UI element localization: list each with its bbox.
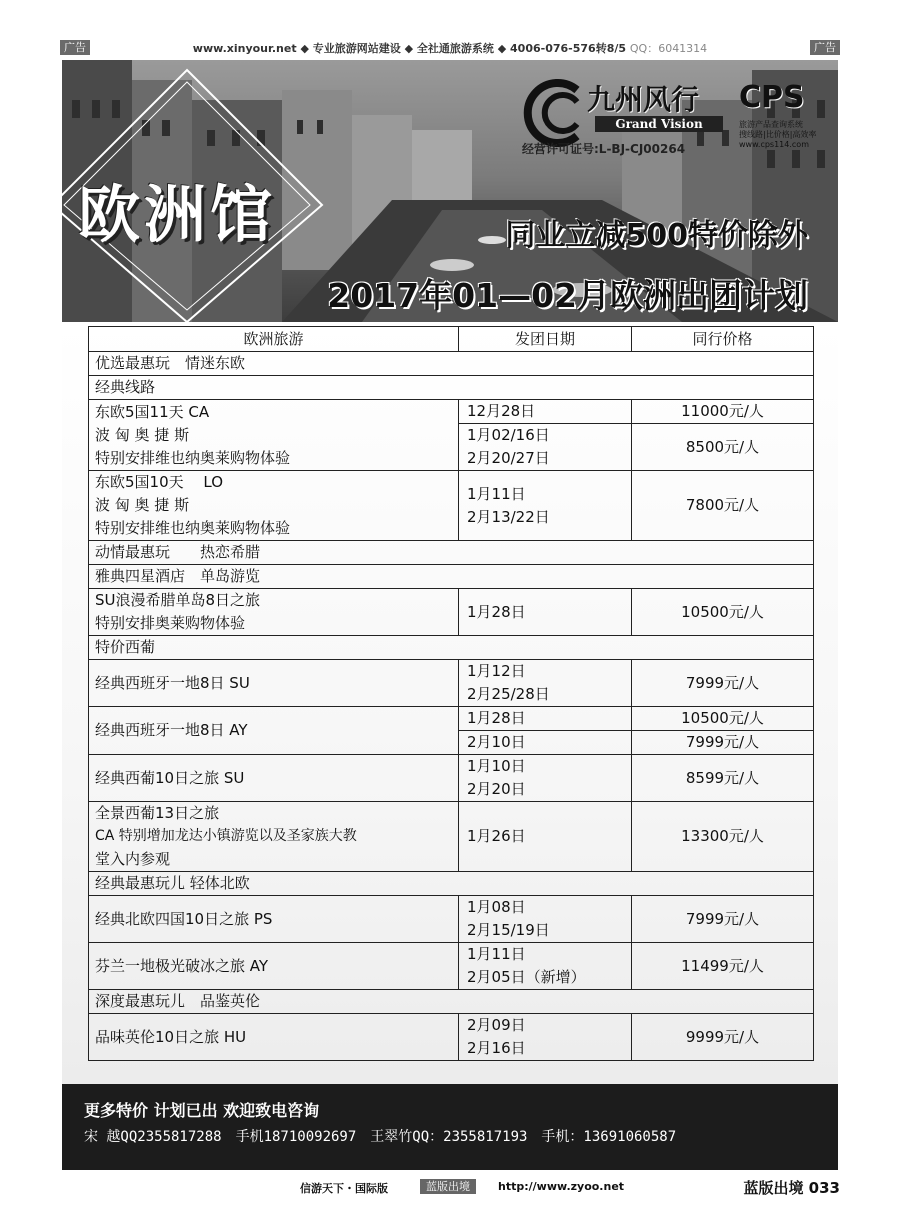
contact-bar <box>62 1084 838 1170</box>
date-cell: 1月28日 <box>459 589 632 636</box>
brand-swirl-icon <box>517 78 587 148</box>
section-row: 深度最惠玩儿 品鉴英伦 <box>89 990 814 1014</box>
route-line: 特别安排维也纳奥莱购物体验 <box>95 448 291 467</box>
date-line: 2月20/27日 <box>467 449 550 467</box>
price-cell: 8500元/人 <box>632 424 814 471</box>
date-line: 2月15/19日 <box>467 921 550 939</box>
section-row: 动情最惠玩 热恋希腊 <box>89 541 814 565</box>
page-footer <box>60 1176 840 1200</box>
route-line: 堂入内参观 <box>95 850 171 868</box>
brand-english: Grand Vision <box>595 116 723 132</box>
promo-text: 同业立减500特价除外 <box>505 218 808 253</box>
date-cell: 1月28日 <box>459 707 632 731</box>
price-cell: 7800元/人 <box>632 471 814 541</box>
route-cell <box>89 471 459 541</box>
price-cell: 7999元/人 <box>632 660 814 707</box>
brand-name: 九州风行 <box>587 83 700 116</box>
price-cell: 13300元/人 <box>632 802 814 872</box>
cps-desc: 旅游产品查询系统 <box>739 120 803 129</box>
date-line: 2月20日 <box>467 780 526 798</box>
cps-url[interactable]: www.cps114.com <box>739 140 809 149</box>
banner <box>62 60 838 322</box>
bullet-icon: ◆ <box>404 42 417 55</box>
banner-title: 欧洲馆 <box>78 178 277 251</box>
section-row: 经典最惠玩儿 轻体北欧 <box>89 872 814 896</box>
itinerary-table <box>88 326 814 1061</box>
section-row: 经典线路 <box>89 376 814 400</box>
license-number: 经营许可证号:L-BJ-CJ00264 <box>522 142 686 156</box>
route-cell: 经典西班牙一地8日 AY <box>89 707 459 755</box>
cps-sub: 搜线路|比价格|高效率 <box>739 130 817 139</box>
route-cell: 经典北欧四国10日之旅 PS <box>89 896 459 943</box>
contact-headline: 更多特价 计划已出 欢迎致电咨询 <box>84 1101 320 1120</box>
header-price: 同行价格 <box>632 327 814 352</box>
table-row <box>89 1014 814 1061</box>
route-line: 全景西葡13日之旅 <box>95 804 220 822</box>
plan-title: 2017年01—02月欧洲出团计划 <box>327 276 808 315</box>
table-row <box>89 660 814 707</box>
page-number: 蓝版出境 033 <box>743 1179 840 1197</box>
route-line: 东欧5国11天 CA <box>95 402 210 421</box>
route-line: 波 匈 奥 捷 斯 <box>95 425 190 444</box>
price-cell: 7999元/人 <box>632 896 814 943</box>
bullet-icon: ◆ <box>497 42 511 55</box>
date-cell <box>459 471 632 541</box>
table-row <box>89 400 814 424</box>
table-row <box>89 896 814 943</box>
date-line: 1月02/16日 <box>467 426 550 444</box>
date-cell <box>459 660 632 707</box>
cps-subtitle <box>739 120 825 150</box>
route-line: 特别安排维也纳奥莱购物体验 <box>95 519 291 537</box>
route-cell: 芬兰一地极光破冰之旅 AY <box>89 943 459 990</box>
header-route: 欧洲旅游 <box>89 327 459 352</box>
footer-url[interactable]: http://www.zyoo.net <box>498 1180 625 1193</box>
contact-details: 宋 越QQ2355817288 手机18710092697 王翠竹QQ：2355817193 手机：13691060587 <box>84 1129 677 1145</box>
date-cell <box>459 943 632 990</box>
top-phone: 4006-076-576转8/5 <box>510 42 627 55</box>
itinerary-panel <box>62 322 838 1084</box>
route-cell: 经典西班牙一地8日 SU <box>89 660 459 707</box>
table-row <box>89 471 814 541</box>
date-line: 1月08日 <box>467 898 526 916</box>
date-cell <box>459 1014 632 1061</box>
route-line: 特别安排奥莱购物体验 <box>95 614 246 632</box>
table-row <box>89 707 814 731</box>
route-line: CA 特别增加龙达小镇游览以及圣家族大教 <box>95 828 357 844</box>
date-cell: 1月26日 <box>459 802 632 872</box>
table-header-row <box>89 327 814 352</box>
route-cell: 品味英伦10日之旅 HU <box>89 1014 459 1061</box>
date-cell: 12月28日 <box>459 400 632 424</box>
price-cell: 10500元/人 <box>632 707 814 731</box>
route-cell <box>89 589 459 636</box>
top-text-1: 专业旅游网站建设 <box>312 42 401 55</box>
date-cell <box>459 424 632 471</box>
date-line: 1月10日 <box>467 757 526 775</box>
top-info-line <box>170 40 730 56</box>
date-line: 2月25/28日 <box>467 685 550 703</box>
price-cell: 10500元/人 <box>632 589 814 636</box>
top-qq: QQ：6041314 <box>629 42 708 55</box>
top-text-2: 全社通旅游系统 <box>416 42 494 55</box>
header-date: 发团日期 <box>459 327 632 352</box>
site-url[interactable]: www.xinyour.net <box>192 42 297 55</box>
route-cell: 经典西葡10日之旅 SU <box>89 755 459 802</box>
date-cell: 2月10日 <box>459 731 632 755</box>
date-line: 2月09日 <box>467 1016 526 1034</box>
price-cell: 8599元/人 <box>632 755 814 802</box>
date-line: 2月13/22日 <box>467 507 550 526</box>
footer-section-tag: 蓝版出境 <box>420 1179 476 1194</box>
section-row: 特价西葡 <box>89 636 814 660</box>
route-cell <box>89 802 459 872</box>
ad-tag-left: 广告 <box>60 40 90 55</box>
price-cell: 11000元/人 <box>632 400 814 424</box>
date-cell <box>459 896 632 943</box>
ad-tag-right: 广告 <box>810 40 840 55</box>
price-cell: 7999元/人 <box>632 731 814 755</box>
table-row <box>89 943 814 990</box>
footer-publication: 信游天下・国际版 <box>300 1182 388 1195</box>
table-row <box>89 589 814 636</box>
date-line: 2月16日 <box>467 1039 526 1057</box>
section-row: 雅典四星酒店 单岛游览 <box>89 565 814 589</box>
section-row: 优选最惠玩 情迷东欧 <box>89 352 814 376</box>
route-line: SU浪漫希腊单岛8日之旅 <box>95 591 261 609</box>
table-row <box>89 755 814 802</box>
cps-logo: CPS <box>739 80 805 115</box>
bullet-icon: ◆ <box>300 42 313 55</box>
price-cell: 9999元/人 <box>632 1014 814 1061</box>
route-line: 波 匈 奥 捷 斯 <box>95 496 190 514</box>
date-line: 1月11日 <box>467 945 526 963</box>
route-line: 东欧5国10天 LO <box>95 473 224 491</box>
date-cell <box>459 755 632 802</box>
route-cell <box>89 400 459 471</box>
top-bar <box>60 38 840 58</box>
price-cell: 11499元/人 <box>632 943 814 990</box>
date-line: 1月11日 <box>467 484 526 503</box>
date-line: 1月12日 <box>467 662 526 680</box>
table-row <box>89 802 814 872</box>
date-line: 2月05日（新增） <box>467 968 586 986</box>
